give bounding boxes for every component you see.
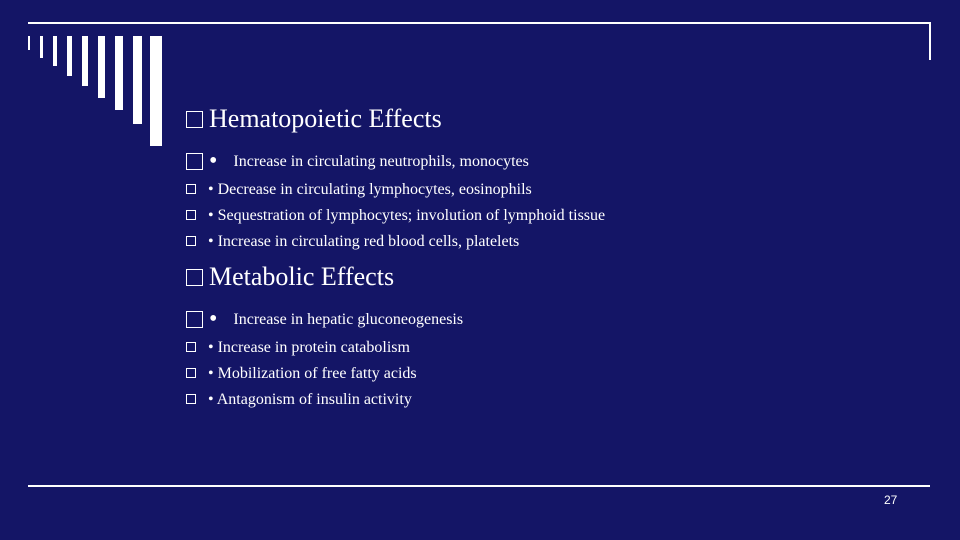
lead-item	[186, 308, 463, 331]
lead-item-text: Increase in hepatic gluconeogenesis	[233, 311, 464, 328]
page-number: 27	[884, 493, 898, 507]
bullet-dot: •	[209, 306, 224, 332]
list-item	[186, 180, 532, 200]
heading-text: Metabolic Effects	[209, 262, 395, 291]
heading-text: Hematopoietic Effects	[209, 104, 442, 133]
square-bullet-icon	[186, 269, 203, 286]
square-bullet-icon	[186, 236, 196, 246]
decorative-stripe	[152, 36, 162, 146]
decorative-stripe	[67, 36, 72, 76]
square-bullet-icon	[186, 184, 196, 194]
square-bullet-icon	[186, 210, 196, 220]
decorative-stripe	[28, 36, 30, 50]
decorative-stripe	[133, 36, 142, 124]
list-item-text: • Sequestration of lymphocytes; involution of lymphoid tissue	[208, 207, 606, 224]
right-rule	[929, 22, 931, 60]
list-item-text: • Antagonism of insulin activity	[208, 391, 412, 408]
decorative-stripe	[82, 36, 88, 86]
decorative-stripe	[40, 36, 43, 58]
section-heading-hematopoietic	[186, 104, 442, 134]
square-bullet-icon	[186, 311, 203, 328]
bullet-dot: •	[209, 148, 224, 174]
decorative-stripe	[53, 36, 57, 66]
square-bullet-icon	[186, 153, 203, 170]
list-item-text: • Increase in circulating red blood cells, platelets	[208, 233, 520, 250]
decorative-stripe	[115, 36, 123, 110]
top-rule	[28, 22, 930, 24]
section-heading-metabolic	[186, 262, 394, 292]
list-item	[186, 206, 605, 226]
list-item	[186, 390, 412, 410]
decorative-stripe	[98, 36, 105, 98]
list-item-text: • Increase in protein catabolism	[208, 339, 410, 356]
bottom-rule	[28, 485, 930, 487]
list-item	[186, 232, 519, 252]
lead-item-text: Increase in circulating neutrophils, monocytes	[233, 153, 529, 170]
list-item-text: • Mobilization of free fatty acids	[208, 365, 417, 382]
lead-item	[186, 150, 529, 173]
list-item	[186, 338, 410, 358]
square-bullet-icon	[186, 111, 203, 128]
list-item	[186, 364, 417, 384]
square-bullet-icon	[186, 394, 196, 404]
list-item-text: • Decrease in circulating lymphocytes, eosinophils	[208, 181, 532, 198]
square-bullet-icon	[186, 342, 196, 352]
square-bullet-icon	[186, 368, 196, 378]
